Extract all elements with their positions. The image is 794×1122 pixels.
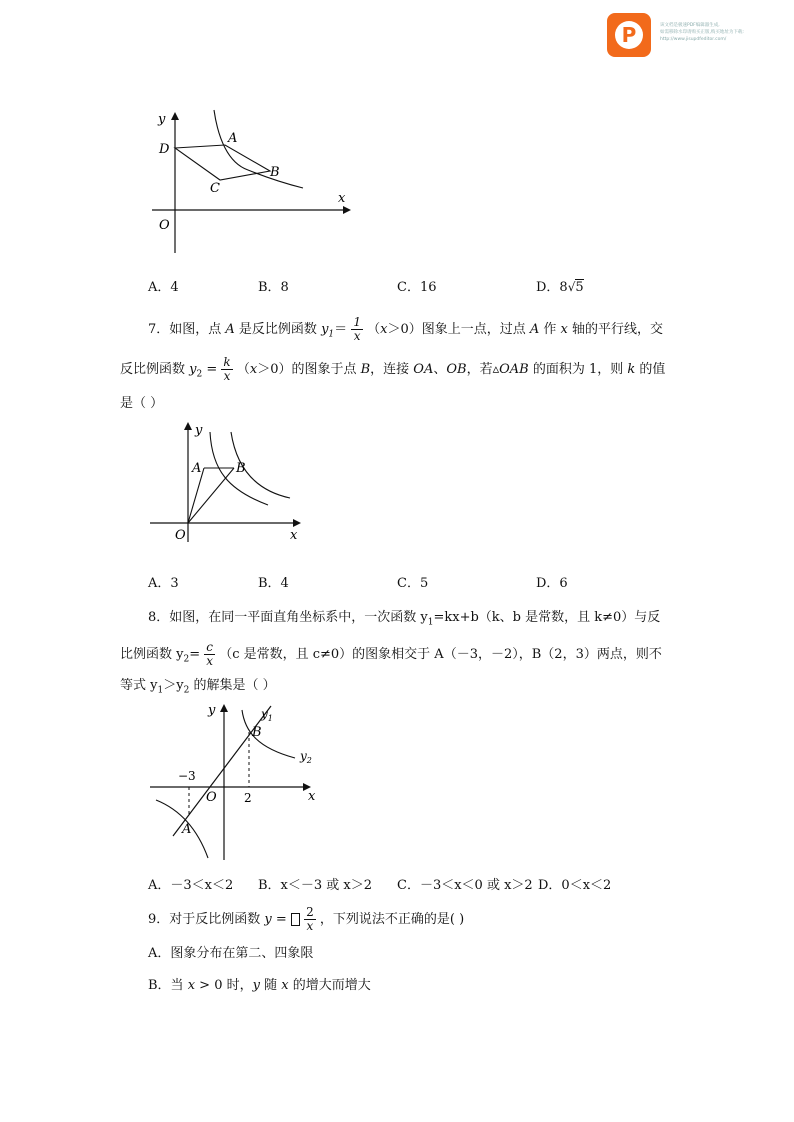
q7-segment-OA (188, 468, 204, 523)
q8-label-y1: $y_1$ (261, 707, 273, 723)
q6-label-C: C (210, 181, 220, 196)
q8-label-A: A (182, 822, 192, 837)
q6-label-A: A (228, 131, 238, 146)
q8-figure (148, 700, 328, 865)
q8-label-y2: $y_2$ (300, 749, 312, 765)
q7-line-1: 7．如图，点 A 是反比例函数 $y_1=$ $\frac{1}{x}$ （x＞0）图象上一点，过点 A 作 x 轴的平行线，交 (148, 315, 663, 343)
q8-frac-c-over-x: $\frac{c}{x}$ (206, 640, 214, 668)
q7-option-d: D．6 (536, 576, 568, 591)
watermark-text: 该文档是极速PDF编辑器生成, 如需移除水印请购买正版,购买地址为下载: http://www.jisupdfeditor.com/ (660, 23, 744, 42)
q6-option-a: A．4 (148, 280, 179, 295)
q8-label-x: x (308, 789, 316, 804)
q7-line-3: 是（ ） (120, 396, 164, 411)
q6-label-x: x (338, 191, 346, 206)
q9-frac-2-over-x: $\frac{2}{x}$ (306, 905, 314, 933)
q9-option-b: B．当 x > 0 时，y 随 x 的增大而增大 (148, 978, 371, 993)
q8-label-B: B (252, 725, 262, 740)
q8-label-O: O (206, 790, 217, 805)
q7-frac-1-over-x: $\frac{1}{x}$ (353, 315, 361, 343)
q7-label-B: B (236, 461, 246, 476)
q8-label-2: 2 (244, 791, 252, 805)
q7-option-a: A．3 (148, 576, 179, 591)
q6-option-b: B．8 (258, 280, 289, 295)
q6-y-arrow (171, 112, 179, 120)
q7-option-c: C．5 (397, 576, 429, 591)
q9-line-1: 9．对于反比例函数 y = $\frac{2}{x}$ ，下列说法不正确的是( ) (148, 905, 465, 933)
q7-frac-k-over-x: $\frac{k}{x}$ (223, 355, 231, 383)
q8-label-y: y (208, 703, 216, 718)
q6-parallelogram (175, 145, 270, 180)
q9-missing-glyph-box (291, 913, 300, 926)
q8-option-d: D．0＜x＜2 (538, 878, 612, 893)
q6-option-d: D．8√5 (536, 280, 584, 295)
q6-x-arrow (343, 206, 351, 214)
q8-line-2: 比例函数 $y_2=$ $\frac{c}{x}$ （c 是常数，且 c≠0）的图象相交于 A（－3，－2），B（2，3）两点，则不 (120, 640, 662, 668)
q7-option-b: B．4 (258, 576, 289, 591)
q8-option-c: C．－3＜x＜0 或 x＞2 (397, 878, 533, 893)
q6-curve (214, 110, 303, 188)
q7-label-A: A (192, 461, 202, 476)
q7-segment-OB (188, 468, 234, 523)
q7-label-y: y (195, 423, 203, 438)
pdf-editor-logo: P (607, 13, 651, 57)
q6-figure (148, 108, 358, 258)
q7-figure (148, 420, 308, 545)
q7-label-x: x (290, 528, 298, 543)
q6-label-y: y (158, 112, 166, 127)
q7-line-2: 反比例函数 $y_2$ = $\frac{k}{x}$ （x＞0）的图象于点 B，连接 OA、OB，若▵OAB 的面积为 1，则 k 的值 (120, 355, 666, 383)
q7-y-arrow (184, 422, 192, 430)
q8-label-neg3: −3 (178, 769, 196, 783)
q8-option-a: A．－3＜x＜2 (148, 878, 234, 893)
q7-label-O: O (175, 528, 186, 543)
q6-label-D: D (159, 142, 170, 157)
q7-x-arrow (293, 519, 301, 527)
q8-y-arrow (220, 704, 228, 712)
q6-label-B: B (270, 165, 280, 180)
q9-option-a: A．图象分布在第二、四象限 (148, 946, 314, 961)
q6-option-c: C．16 (397, 280, 437, 295)
q8-line-3: 等式 $y_1>y_2$ 的解集是（ ） (120, 678, 276, 696)
q8-line-1: 8．如图，在同一平面直角坐标系中，一次函数 $y_1=kx+b(k$、b 是常数，且 k≠0）与反 (148, 610, 661, 628)
q8-option-b: B．x＜－3 或 x＞2 (258, 878, 373, 893)
q6-label-O: O (159, 218, 170, 233)
